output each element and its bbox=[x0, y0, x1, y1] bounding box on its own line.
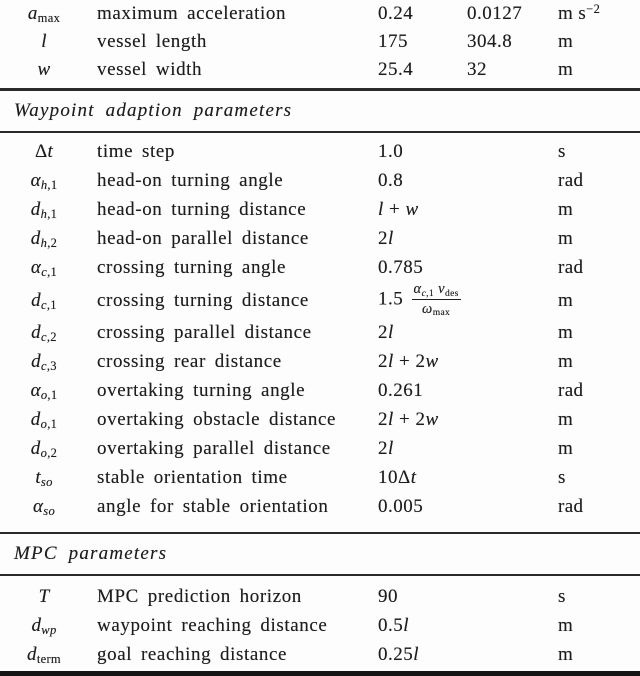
param-symbol: $d_{c,2}$ bbox=[31, 322, 57, 344]
param-description: crossing parallel distance bbox=[97, 322, 312, 343]
param-unit: m bbox=[558, 289, 574, 311]
param-symbol: $d_{h,2}$ bbox=[30, 228, 58, 250]
table-row bbox=[0, 464, 640, 493]
param-unit: s bbox=[558, 141, 566, 162]
param-symbol: l bbox=[41, 31, 47, 52]
param-value: 2l + 2w bbox=[378, 409, 439, 430]
param-description: vessel length bbox=[97, 31, 207, 52]
param-description: waypoint reaching distance bbox=[97, 614, 328, 636]
param-unit: m bbox=[558, 614, 574, 636]
param-value: 2l bbox=[378, 322, 394, 343]
param-value: 10Δt bbox=[378, 467, 417, 488]
param-description: overtaking parallel distance bbox=[97, 438, 331, 459]
param-symbol: $d_{c,3}$ bbox=[31, 351, 57, 373]
param-symbol: $d_{wp}$ bbox=[31, 614, 57, 637]
table-row bbox=[0, 167, 640, 196]
table-row bbox=[0, 28, 640, 56]
param-description: crossing turning angle bbox=[97, 257, 287, 278]
param-symbol: $a_{max}$ bbox=[27, 3, 61, 25]
param-value-2: 0.0127 bbox=[467, 3, 523, 24]
param-symbol: $d_{o,2}$ bbox=[30, 438, 58, 460]
param-unit: m bbox=[558, 59, 574, 80]
param-unit: m bbox=[558, 199, 574, 220]
param-unit: m $s^{-2}$ bbox=[558, 1, 601, 24]
param-symbol: $d_{h,1}$ bbox=[30, 199, 58, 221]
table-row bbox=[0, 493, 640, 522]
param-value: 0.5l bbox=[378, 614, 410, 636]
table-row bbox=[0, 254, 640, 283]
param-value: 0.24 bbox=[378, 3, 414, 24]
param-description: MPC prediction horizon bbox=[97, 585, 302, 607]
table-row bbox=[0, 225, 640, 254]
param-unit: s bbox=[558, 467, 566, 488]
table-row bbox=[0, 406, 640, 435]
section-header: Waypoint adaption parameters bbox=[14, 99, 293, 121]
param-unit: rad bbox=[558, 380, 584, 401]
param-symbol: $t_{so}$ bbox=[35, 467, 53, 489]
param-symbol: $\alpha_{c,1}$ bbox=[30, 257, 58, 279]
param-description: time step bbox=[97, 141, 176, 162]
param-value: 1.0 bbox=[378, 141, 404, 162]
param-description: maximum acceleration bbox=[97, 3, 287, 24]
param-unit: m bbox=[558, 228, 574, 249]
param-value: 175 bbox=[378, 31, 408, 52]
param-description: overtaking turning angle bbox=[97, 380, 306, 401]
param-symbol: $d_{o,1}$ bbox=[30, 409, 58, 431]
table-section-body bbox=[0, 576, 640, 671]
param-value: 1.5 $\frac{\alpha_{c,1} v_{des}}{\omega_{max}}$ bbox=[378, 281, 459, 318]
param-unit: rad bbox=[558, 170, 584, 191]
param-symbol: $\alpha_{o,1}$ bbox=[30, 380, 58, 402]
param-unit: m bbox=[558, 31, 574, 52]
param-description: overtaking obstacle distance bbox=[97, 409, 337, 430]
param-unit: m bbox=[558, 322, 574, 343]
param-description: vessel width bbox=[97, 59, 203, 80]
param-value: 0.8 bbox=[378, 170, 404, 191]
table-row bbox=[0, 138, 640, 167]
fraction-numerator: $\alpha_{c,1}$ $v_{des}$ bbox=[413, 281, 459, 299]
param-value: 0.25l bbox=[378, 643, 420, 665]
param-value: 2l bbox=[378, 438, 394, 459]
param-description: crossing rear distance bbox=[97, 351, 282, 372]
table-section-body bbox=[0, 133, 640, 528]
param-value: 25.4 bbox=[378, 59, 414, 80]
param-symbol: $\alpha_{h,1}$ bbox=[30, 170, 58, 192]
param-value: l + w bbox=[378, 199, 419, 220]
param-description: stable orientation time bbox=[97, 467, 288, 488]
param-value: 0.005 bbox=[378, 496, 424, 517]
fraction-denominator: $\omega_{max}$ bbox=[422, 300, 451, 318]
param-value: 0.785 bbox=[378, 257, 424, 278]
param-symbol: Δt bbox=[34, 141, 54, 162]
table-row bbox=[0, 283, 640, 319]
param-unit: m bbox=[558, 409, 574, 430]
table-row bbox=[0, 0, 640, 28]
section-header: MPC parameters bbox=[14, 543, 168, 564]
param-unit: m bbox=[558, 438, 574, 459]
table-row bbox=[0, 435, 640, 464]
param-description: angle for stable orientation bbox=[97, 496, 329, 517]
param-description: head-on turning angle bbox=[97, 170, 284, 191]
table-row bbox=[0, 582, 640, 611]
table-row bbox=[0, 348, 640, 377]
table-bottom-rule bbox=[0, 671, 640, 676]
fraction bbox=[412, 282, 461, 316]
table-row bbox=[0, 377, 640, 406]
param-value: 90 bbox=[378, 585, 398, 607]
table-row bbox=[0, 319, 640, 348]
param-value: 2l bbox=[378, 228, 394, 249]
param-symbol: T bbox=[38, 585, 50, 607]
table-section-body bbox=[0, 0, 640, 84]
param-unit: rad bbox=[558, 496, 584, 517]
param-description: goal reaching distance bbox=[97, 643, 288, 665]
param-description: head-on parallel distance bbox=[97, 228, 309, 249]
param-value: 2l + 2w bbox=[378, 351, 439, 372]
param-description: head-on turning distance bbox=[97, 199, 307, 220]
param-symbol: $d_{c,1}$ bbox=[31, 289, 57, 312]
param-description: crossing turning distance bbox=[97, 289, 309, 311]
param-value-2: 32 bbox=[467, 59, 487, 80]
table-row bbox=[0, 196, 640, 225]
param-unit: s bbox=[558, 585, 566, 607]
param-unit: rad bbox=[558, 257, 584, 278]
param-symbol: w bbox=[37, 59, 51, 80]
table-row bbox=[0, 611, 640, 640]
param-symbol: $\alpha_{so}$ bbox=[32, 496, 56, 518]
param-unit: m bbox=[558, 351, 574, 372]
param-unit: m bbox=[558, 643, 574, 665]
param-symbol: $d_{term}$ bbox=[27, 643, 61, 666]
param-value-2: 304.8 bbox=[467, 31, 513, 52]
table-row bbox=[0, 640, 640, 669]
table-row bbox=[0, 56, 640, 84]
param-value: 0.261 bbox=[378, 380, 424, 401]
